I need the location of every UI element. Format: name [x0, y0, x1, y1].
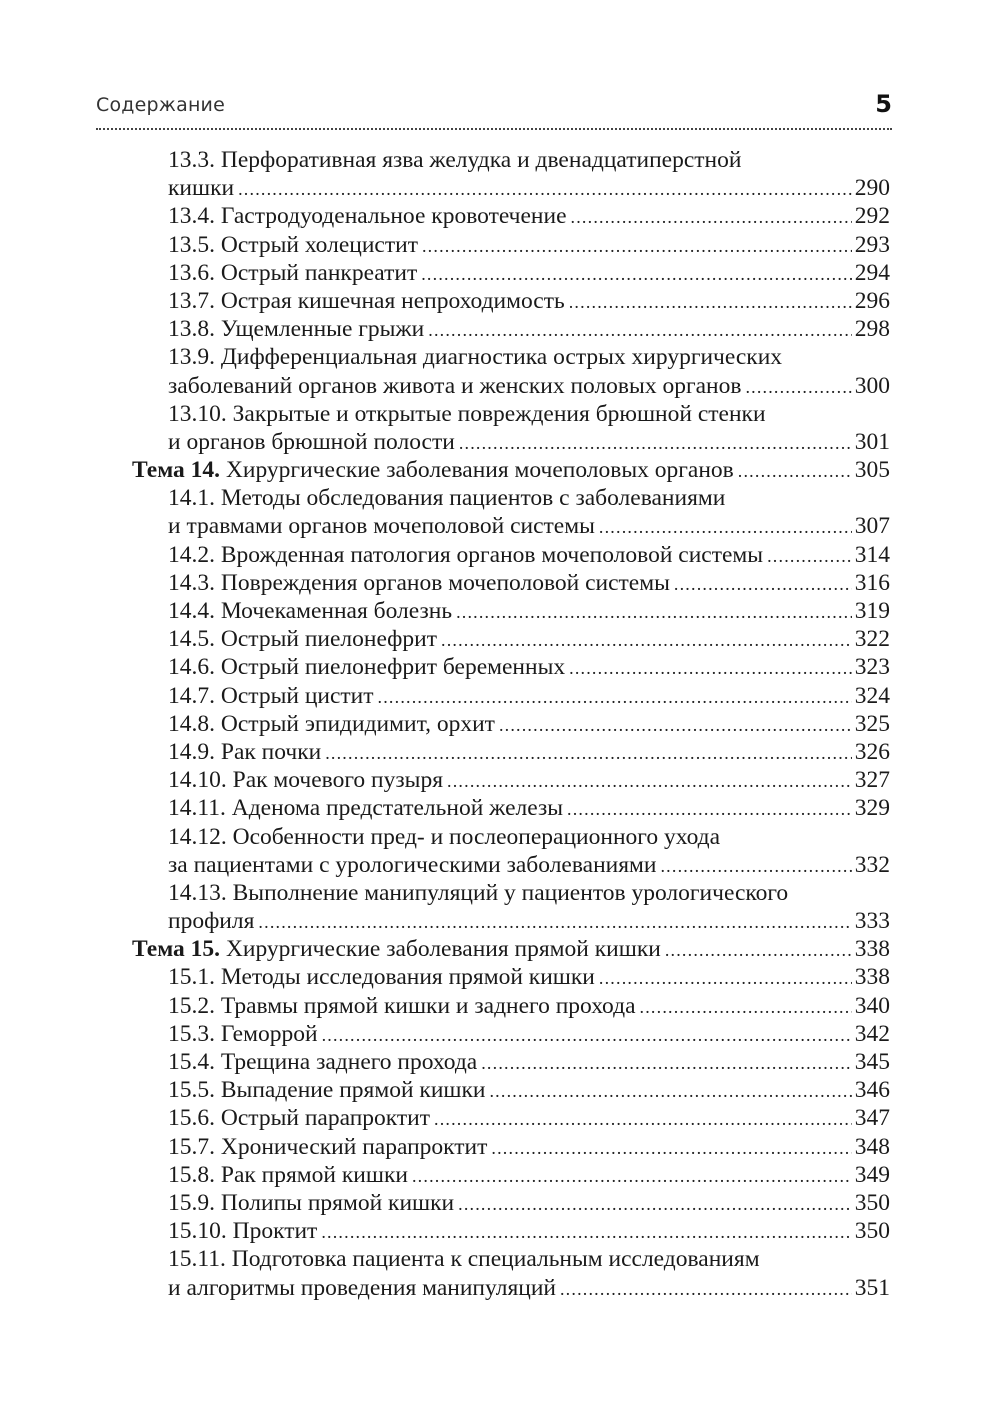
toc-entry[interactable]: [132, 1020, 890, 1048]
toc-entry-page: 300: [854, 372, 890, 399]
toc-entry[interactable]: [132, 1133, 890, 1161]
toc-entry[interactable]: [132, 823, 890, 851]
toc-entry[interactable]: [132, 1048, 890, 1076]
toc-entry-title: и алгоритмы проведения манипуляций: [168, 1274, 556, 1301]
toc-entry[interactable]: [132, 231, 890, 259]
toc-entry-title: Хирургические заболевания прямой кишки: [220, 936, 661, 963]
toc-entry-page: 324: [854, 682, 890, 709]
dot-leader: [571, 203, 852, 231]
toc-entry[interactable]: [132, 907, 890, 935]
dot-leader: [441, 626, 852, 654]
dot-leader: [569, 288, 852, 316]
toc-entry-page: 316: [854, 569, 890, 596]
toc-entry[interactable]: [132, 428, 890, 456]
toc-entry[interactable]: [132, 794, 890, 822]
toc-entry-page: 326: [854, 738, 890, 765]
toc-entry-page: 346: [854, 1077, 890, 1104]
dot-leader: [421, 260, 852, 288]
toc-entry[interactable]: [132, 710, 890, 738]
toc-entry-title: 13.7. Острая кишечная непроходимость: [168, 287, 565, 314]
toc-entry[interactable]: [132, 315, 890, 343]
toc-entry-title: и органов брюшной полости: [168, 428, 455, 455]
toc-entry-page: 329: [854, 795, 890, 822]
toc-entry[interactable]: [132, 653, 890, 681]
toc-entry-title: 14.3. Повреждения органов мочеполовой системы: [168, 569, 670, 596]
dot-leader: [599, 513, 852, 541]
toc-entry[interactable]: [132, 1161, 890, 1189]
toc-entry-title: 15.8. Рак прямой кишки: [168, 1161, 408, 1188]
toc-entry-page: 292: [854, 203, 890, 230]
toc-entry-page: 345: [854, 1049, 890, 1075]
toc-entry-title: за пациентами с урологическими заболеваниями: [168, 851, 657, 878]
dot-leader: [412, 1162, 852, 1190]
toc-entry-title: 14.2. Врожденная патология органов мочеполовой системы: [168, 541, 764, 568]
toc-entry-page: 301: [854, 428, 890, 455]
toc-entry-page: 325: [854, 710, 890, 737]
table-of-contents: [132, 146, 890, 1302]
toc-topic-label: Тема 14.: [132, 457, 221, 484]
toc-entry-page: 338: [854, 936, 890, 963]
toc-entry-title: профиля: [168, 908, 255, 935]
toc-entry-title: 14.9. Рак почки: [168, 738, 322, 765]
dot-leader: [434, 1105, 852, 1133]
toc-entry-page: 347: [854, 1105, 890, 1132]
toc-entry[interactable]: [132, 1076, 890, 1104]
dot-leader: [481, 1049, 852, 1077]
toc-entry-title: 15.1. Методы исследования прямой кишки: [168, 964, 595, 991]
toc-entry-page: 327: [854, 767, 890, 794]
toc-entry-title: 13.6. Острый панкреатит: [168, 259, 418, 286]
toc-entry-page: 322: [854, 626, 890, 653]
dot-leader: [560, 1275, 852, 1303]
toc-topic-label: Тема 15.: [132, 936, 221, 963]
toc-entry-title: 15.5. Выпадение прямой кишки: [168, 1077, 486, 1104]
toc-entry-title: 15.10. Проктит: [168, 1218, 318, 1245]
toc-entry-title: 14.7. Острый цистит: [168, 682, 374, 709]
running-title: Содержание: [96, 94, 225, 116]
toc-entry-title: 14.1. Методы обследования пациентов с заболеваниями: [168, 485, 726, 512]
toc-entry-title: 14.4. Мочекаменная болезнь: [168, 598, 453, 624]
dot-leader: [459, 429, 852, 457]
dot-leader: [640, 993, 852, 1021]
toc-entry-title: 14.13. Выполнение манипуляций у пациентов урологического: [168, 879, 789, 906]
toc-entry-title: Хирургические заболевания мочеполовых органов: [220, 457, 734, 484]
toc-entry-title: 15.6. Острый парапроктит: [168, 1105, 430, 1132]
toc-entry[interactable]: [132, 992, 890, 1020]
toc-entry[interactable]: [132, 174, 890, 202]
dot-leader: [325, 739, 852, 767]
toc-entry-title: и травмами органов мочеполовой системы: [168, 513, 595, 540]
toc-entry[interactable]: [132, 146, 890, 174]
toc-entry-title: заболеваний органов живота и женских половых органов: [168, 372, 742, 399]
toc-topic-entry[interactable]: [132, 456, 890, 484]
toc-entry[interactable]: [132, 1217, 890, 1245]
dot-leader: [665, 936, 852, 964]
dot-leader: [660, 852, 852, 880]
toc-entry[interactable]: [132, 512, 890, 540]
toc-entry-page: 338: [854, 964, 890, 991]
toc-entry-title: 15.2. Травмы прямой кишки и заднего прохода: [168, 992, 636, 1019]
toc-entry-title: 13.8. Ущемленные грыжи: [168, 316, 425, 343]
toc-entry-title: 15.11. Подготовка пациента к специальным исследованиям: [168, 1246, 760, 1273]
toc-entry[interactable]: [132, 541, 890, 569]
toc-entry[interactable]: [132, 879, 890, 907]
toc-entry[interactable]: [132, 1245, 890, 1273]
dot-leader: [569, 654, 852, 682]
toc-entry-title: 15.3. Геморрой: [168, 1020, 318, 1047]
toc-entry-title: 13.3. Перфоративная язва желудка и двенадцатиперстной: [168, 147, 742, 173]
toc-entry-title: кишки: [168, 175, 235, 202]
toc-entry-title: 15.7. Хронический парапроктит: [168, 1133, 488, 1160]
toc-entry-title: 14.10. Рак мочевого пузыря: [168, 767, 444, 794]
dot-leader: [447, 767, 852, 795]
dot-leader: [499, 711, 852, 739]
toc-entry-title: 14.12. Особенности пред- и послеоперационного ухода: [168, 823, 721, 850]
toc-entry-page: 350: [854, 1218, 890, 1245]
toc-entry[interactable]: [132, 597, 890, 625]
toc-entry[interactable]: [132, 766, 890, 794]
toc-entry-page: 298: [854, 316, 890, 343]
toc-entry-page: 296: [854, 287, 890, 314]
page-number: 5: [875, 90, 892, 118]
toc-entry[interactable]: [132, 851, 890, 879]
toc-entry-page: 290: [854, 175, 890, 202]
dot-leader: [489, 1077, 852, 1105]
toc-entry-page: 333: [854, 908, 890, 935]
toc-entry-title: 15.9. Полипы прямой кишки: [168, 1189, 455, 1216]
toc-entry-page: 348: [854, 1133, 890, 1160]
toc-entry-page: 314: [854, 541, 890, 568]
toc-entry[interactable]: [132, 400, 890, 428]
dot-leader: [322, 1021, 852, 1049]
dot-leader: [378, 683, 852, 711]
dot-leader: [258, 908, 852, 936]
dot-leader: [456, 598, 852, 626]
dot-leader: [738, 457, 852, 485]
toc-entry-title: 13.10. Закрытые и открытые повреждения брюшной стенки: [168, 400, 766, 427]
dot-leader: [321, 1218, 852, 1246]
dot-leader: [767, 542, 852, 570]
toc-entry-page: 294: [854, 259, 890, 286]
toc-entry-page: 332: [854, 851, 890, 878]
toc-entry[interactable]: [132, 372, 890, 400]
dot-leader: [428, 316, 852, 344]
dot-leader: [674, 570, 852, 598]
toc-entry[interactable]: [132, 1189, 890, 1217]
toc-entry-page: 305: [854, 457, 890, 484]
toc-entry-page: 342: [854, 1020, 890, 1047]
toc-entry-page: 351: [854, 1274, 890, 1301]
toc-entry-title: 15.4. Трещина заднего прохода: [168, 1049, 478, 1075]
toc-entry[interactable]: [132, 682, 890, 710]
dot-leader: [745, 373, 852, 401]
toc-entry[interactable]: [132, 625, 890, 653]
toc-entry-title: 13.5. Острый холецистит: [168, 231, 418, 258]
toc-entry[interactable]: [132, 1274, 890, 1302]
toc-entry-page: 350: [854, 1189, 890, 1216]
dot-leader: [491, 1134, 852, 1162]
toc-entry[interactable]: [132, 484, 890, 512]
dot-leader: [458, 1190, 852, 1218]
toc-entry-title: 14.8. Острый эпидидимит, орхит: [168, 710, 495, 737]
toc-entry-title: 14.5. Острый пиелонефрит: [168, 626, 437, 653]
dot-leader: [238, 175, 852, 203]
toc-entry[interactable]: [132, 287, 890, 315]
toc-entry[interactable]: [132, 202, 890, 230]
toc-entry-page: 319: [854, 598, 890, 624]
toc-entry-page: 307: [854, 513, 890, 540]
toc-entry-page: 323: [854, 654, 890, 681]
toc-entry[interactable]: [132, 259, 890, 287]
toc-entry[interactable]: [132, 738, 890, 766]
toc-entry-title: 13.4. Гастродуоденальное кровотечение: [168, 203, 567, 230]
toc-entry[interactable]: [132, 343, 890, 371]
dot-leader: [567, 795, 852, 823]
toc-entry-title: 14.6. Острый пиелонефрит беременных: [168, 654, 566, 681]
toc-entry[interactable]: [132, 569, 890, 597]
toc-entry-title: 13.9. Дифференциальная диагностика острых хирургических: [168, 344, 783, 371]
page-header: [96, 92, 892, 130]
toc-entry-page: 293: [854, 231, 890, 258]
dot-leader: [599, 964, 852, 992]
toc-topic-entry[interactable]: [132, 935, 890, 963]
toc-entry[interactable]: [132, 963, 890, 991]
dot-leader: [422, 232, 852, 260]
toc-entry-page: 340: [854, 992, 890, 1019]
toc-entry-page: 349: [854, 1161, 890, 1188]
toc-entry-title: 14.11. Аденома предстательной железы: [168, 795, 564, 822]
toc-entry[interactable]: [132, 1104, 890, 1132]
